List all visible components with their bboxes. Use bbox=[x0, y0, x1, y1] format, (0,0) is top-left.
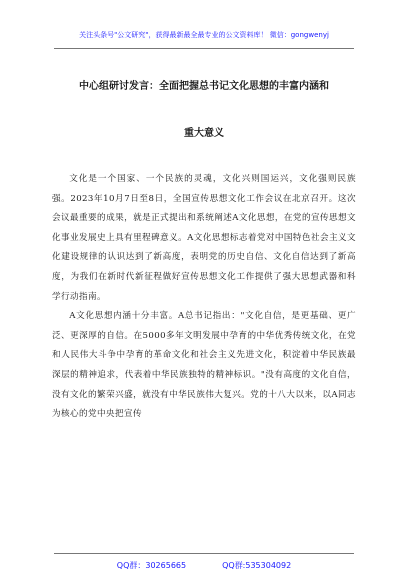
header-divider bbox=[54, 48, 354, 49]
footer-qq-group-2: QQ群:535304092 bbox=[222, 561, 292, 570]
body-paragraph-2: A文化思想内涵十分丰富。A总书记指出："文化自信，是更基础、更广泛、更深厚的自信。在5000多年文明发展中孕育的中华优秀传统文化，在党和人民伟大斗争中孕育的革命文化和社会主义先进文化，积淀着中华民族最深层的精神追求，代表着中华民族独特的精神标识。"没有高度的文化自信，没有文化的繁荣兴盛，就没有中华民族伟大复兴。党的十八大以来，以A同志为核心的党中央把宣传 bbox=[52, 311, 356, 420]
footer-qq-group-1: QQ群：30265665 bbox=[116, 561, 187, 570]
body-paragraph-1: 文化是一个国家、一个民族的灵魂，文化兴则国运兴，文化强则民族强。2023年10月7日至8日，全国宣传思想文化工作会议在北京召开。这次会议最重要的成果，就是正式提出和系统阐述A文化思想，在党的宣传思想文化事业发展史上具有里程碑意义。A文化思想标志着党对中国特色社会主义文化建设规律的认识达到了新高度，表明党的历史自信、文化自信达到了新高度，为我们在新时代新征程做好宣传思想文化工作提供了强大思想武器和科学行动指南。 bbox=[52, 174, 356, 302]
document-body bbox=[52, 170, 356, 425]
footer-divider bbox=[54, 553, 354, 554]
header-banner: 关注头条号"公文研究"，获得最新最全最专业的公文资料库！ 微信：gongwenyj bbox=[79, 31, 329, 39]
footer bbox=[0, 560, 408, 571]
document-title-line-2: 重大意义 bbox=[184, 128, 224, 139]
document-title-line-1: 中心组研讨发言：全面把握总书记文化思想的丰富内涵和 bbox=[79, 81, 329, 92]
